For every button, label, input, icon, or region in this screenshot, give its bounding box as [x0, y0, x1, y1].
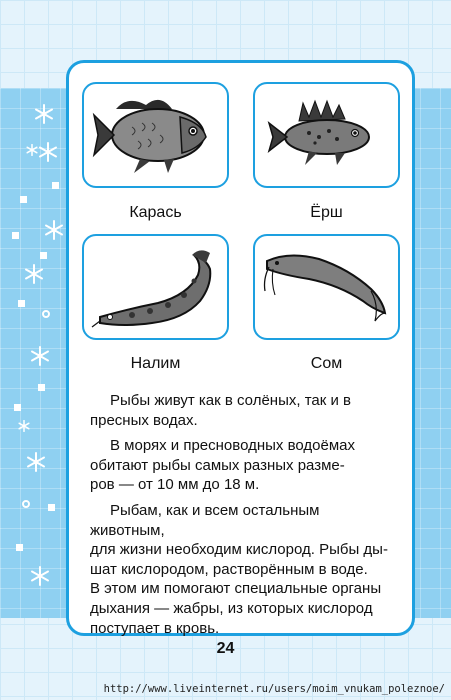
- snowflake-icon: [18, 420, 30, 432]
- fish-tile-crucian-carp: [82, 82, 229, 188]
- page-number: 24: [216, 640, 235, 657]
- decorative-square: [18, 300, 25, 307]
- snowflake-icon: [44, 220, 64, 240]
- catfish-illustration: [259, 239, 394, 335]
- fish-label-ruffe: Ёрш: [310, 204, 343, 221]
- body-text: [90, 391, 395, 638]
- burbot-illustration: [88, 239, 223, 335]
- paragraph-habitat: Рыбы живут как в солёных, так и в пресных водах.: [90, 392, 351, 429]
- decorative-square: [38, 384, 45, 391]
- decorative-square: [16, 544, 23, 551]
- snowflake-icon: [30, 566, 50, 586]
- decorative-dot: [42, 310, 50, 318]
- snowflake-icon: [34, 104, 54, 124]
- crucian-carp-illustration: [88, 87, 223, 183]
- fish-tile-ruffe: [253, 82, 400, 188]
- decorative-square: [40, 252, 47, 259]
- fish-label-crucian-carp: Карась: [129, 204, 182, 221]
- snowflake-icon: [38, 142, 58, 162]
- fish-label-catfish: Сом: [310, 355, 343, 372]
- decorative-square: [14, 404, 21, 411]
- source-url[interactable]: http://www.liveinternet.ru/users/moim_vnukam_poleznoe/: [103, 683, 445, 695]
- decorative-square: [52, 182, 59, 189]
- fish-tile-burbot: [82, 234, 229, 340]
- fish-label-burbot: Налим: [130, 355, 181, 372]
- paragraph-breathing: Рыбам, как и всем остальным животным, для жизни необходим кислород. Рыбы ды- шат кислородом, растворённым в воде. В этом им помогают специальные органы дыхания — жабры, из которых кислород поступает в кровь.: [90, 501, 388, 637]
- decorative-dot: [22, 500, 30, 508]
- snowflake-icon: [30, 346, 50, 366]
- decorative-square: [12, 232, 19, 239]
- snowflake-icon: [24, 264, 44, 284]
- content-card: [66, 60, 415, 636]
- paragraph-sizes: В морях и пресноводных водоёмах обитают рыбы самых разных разме- ров — от 10 мм до 18 м.: [90, 437, 355, 494]
- ruffe-illustration: [259, 87, 394, 183]
- fish-tile-catfish: [253, 234, 400, 340]
- snowflake-icon: [26, 452, 46, 472]
- snowflake-icon: [26, 144, 38, 156]
- decorative-square: [48, 504, 55, 511]
- decorative-square: [20, 196, 27, 203]
